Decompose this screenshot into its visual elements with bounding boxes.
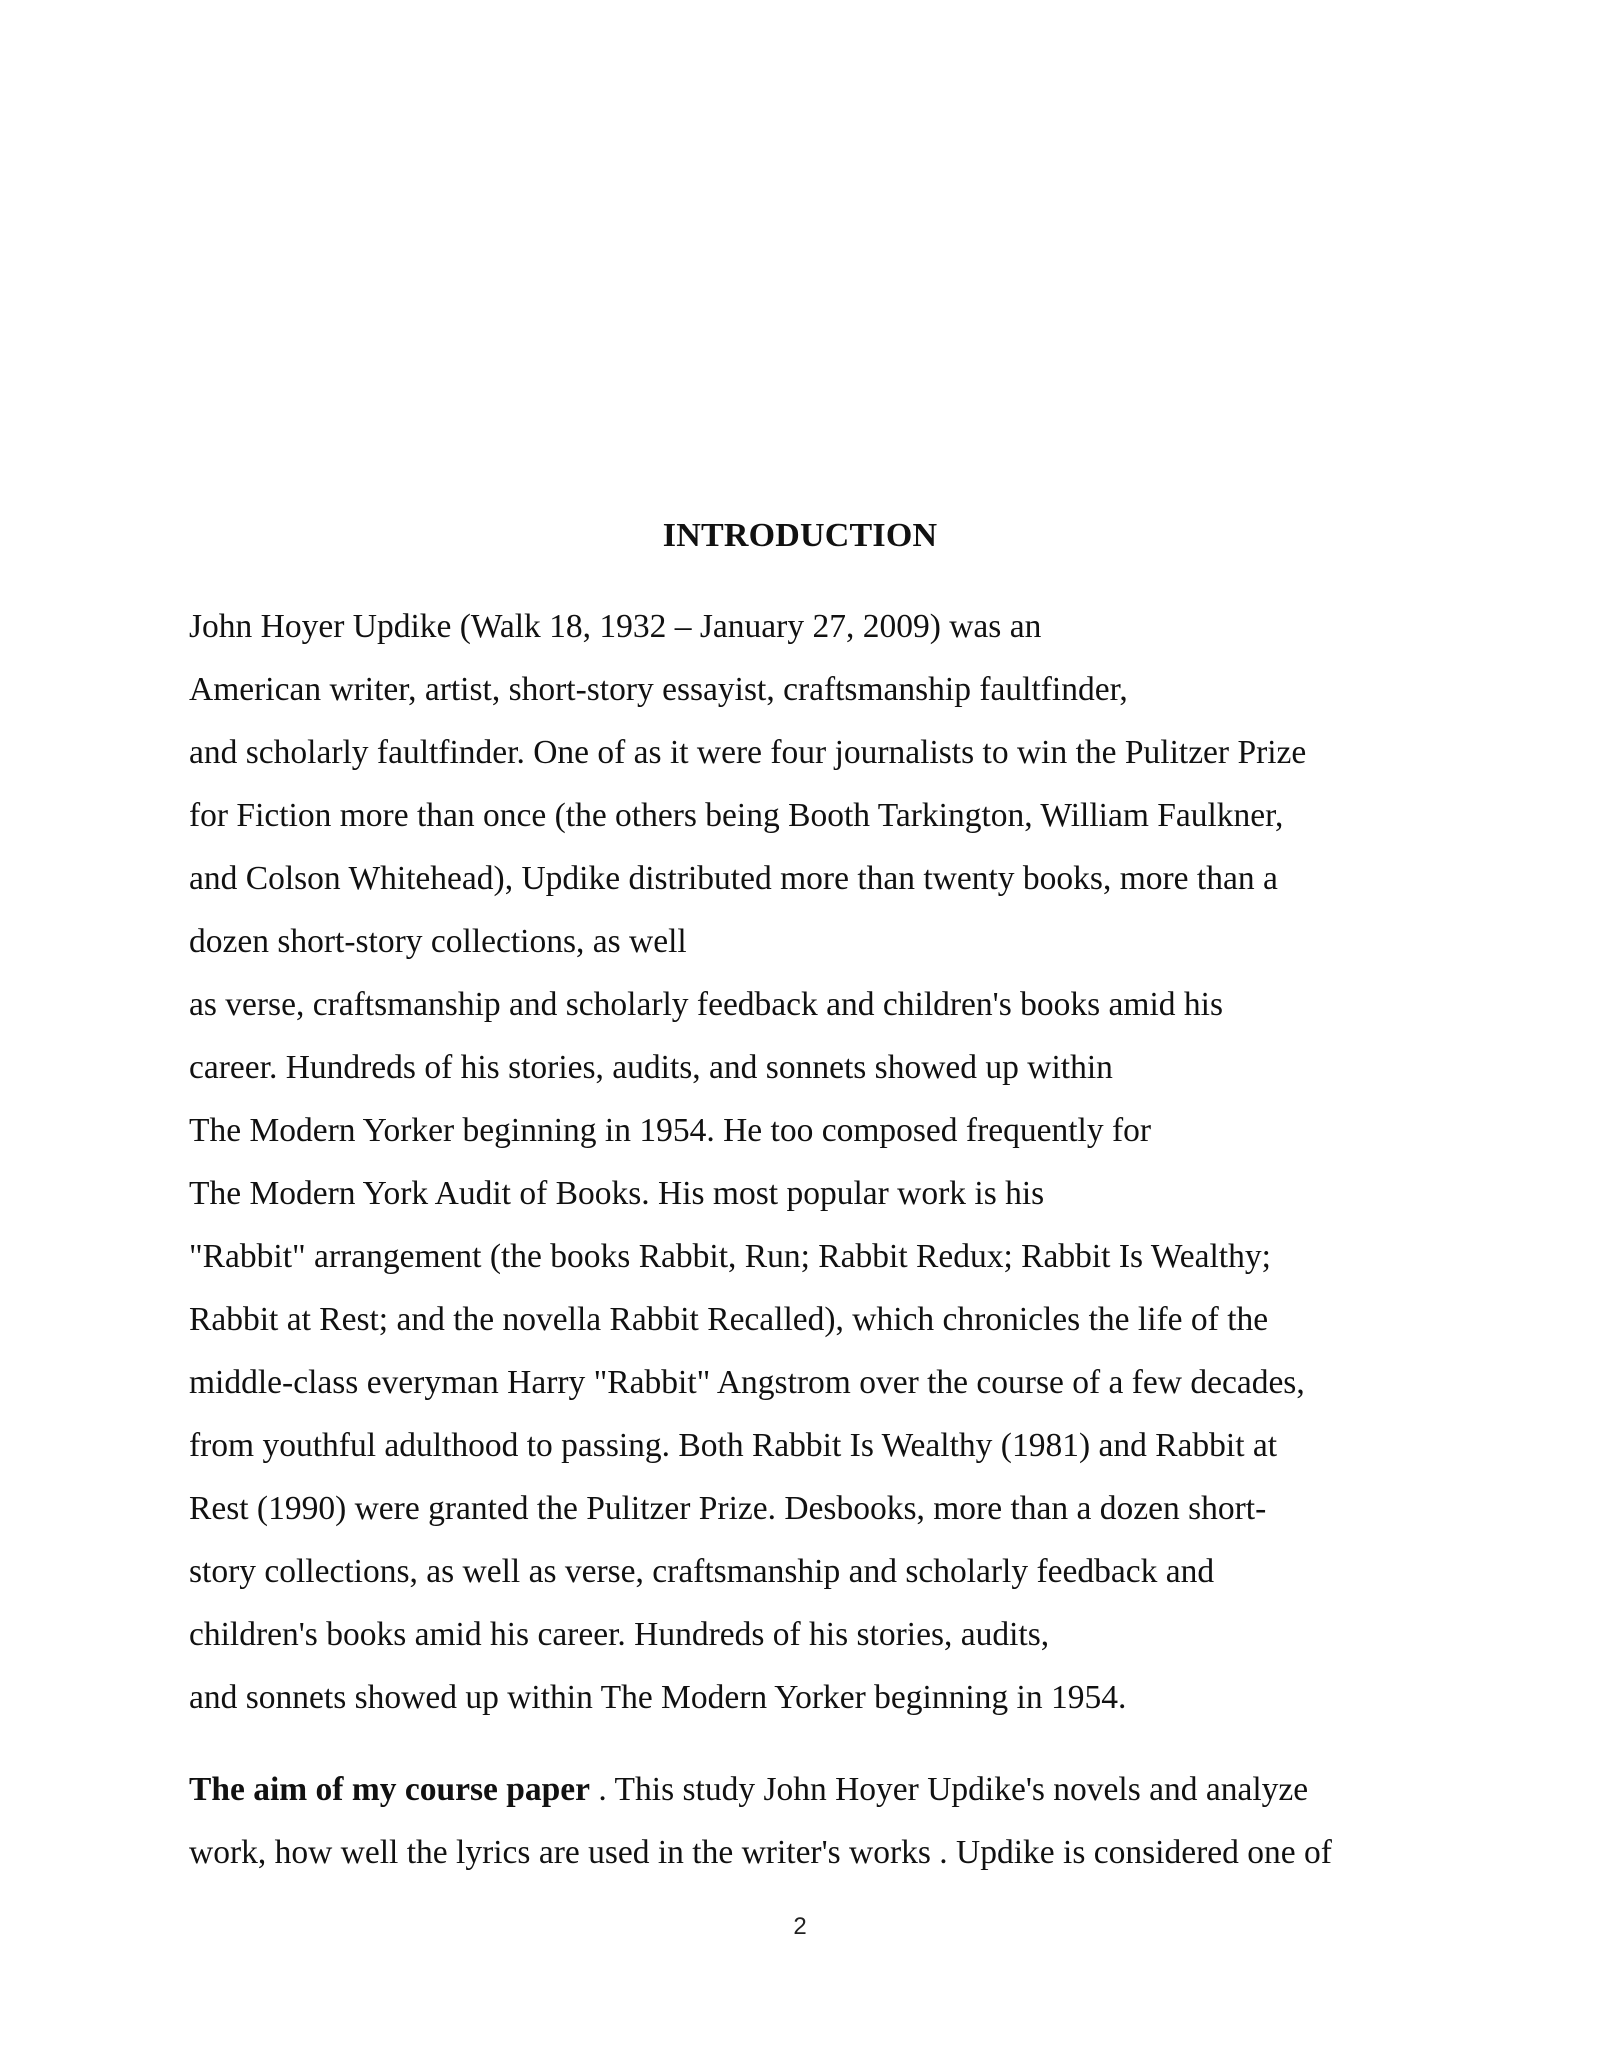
aim-paragraph (189, 1766, 1429, 1892)
page-number: 2 (793, 1913, 807, 1940)
text-line: American writer, artist, short-story essayist, craftsmanship faultfinder, (189, 671, 1128, 708)
introduction-paragraph (189, 603, 1429, 1737)
text-line: and Colson Whitehead), Updike distributed more than twenty books, more than a (189, 860, 1278, 897)
text-line: "Rabbit" arrangement (the books Rabbit, Run; Rabbit Redux; Rabbit Is Wealthy; (189, 1238, 1271, 1275)
text-line: story collections, as well as verse, craftsmanship and scholarly feedback and (189, 1553, 1215, 1590)
section-heading: INTRODUCTION (662, 517, 938, 554)
text-line: Rest (1990) were granted the Pulitzer Prize. Desbooks, more than a dozen short- (189, 1490, 1267, 1527)
text-line: career. Hundreds of his stories, audits, and sonnets showed up within (189, 1049, 1113, 1086)
text-line: and scholarly faultfinder. One of as it were four journalists to win the Pulitzer Prize (189, 734, 1307, 771)
text-line: The Modern York Audit of Books. His most popular work is his (189, 1175, 1045, 1212)
text-line: Rabbit at Rest; and the novella Rabbit Recalled), which chronicles the life of the (189, 1301, 1269, 1338)
aim-line-2: work, how well the lyrics are used in the writer's works . Updike is considered one of (189, 1834, 1332, 1871)
aim-label: The aim of my course paper (189, 1771, 591, 1808)
aim-line-1-text: . This study John Hoyer Updike's novels and analyze (590, 1771, 1309, 1808)
text-line: John Hoyer Updike (Walk 18, 1932 – January 27, 2009) was an (189, 608, 1042, 645)
text-line: middle-class everyman Harry "Rabbit" Angstrom over the course of a few decades, (189, 1364, 1305, 1401)
text-line: and sonnets showed up within The Modern Yorker beginning in 1954. (189, 1679, 1127, 1716)
text-line: dozen short-story collections, as well (189, 923, 687, 960)
aim-line-1 (189, 1766, 1429, 1829)
text-line: The Modern Yorker beginning in 1954. He too composed frequently for (189, 1112, 1152, 1149)
text-line: as verse, craftsmanship and scholarly feedback and children's books amid his (189, 986, 1223, 1023)
text-line: from youthful adulthood to passing. Both Rabbit Is Wealthy (1981) and Rabbit at (189, 1427, 1278, 1464)
text-line: for Fiction more than once (the others being Booth Tarkington, William Faulkner, (189, 797, 1284, 834)
text-line: children's books amid his career. Hundreds of his stories, audits, (189, 1616, 1050, 1653)
